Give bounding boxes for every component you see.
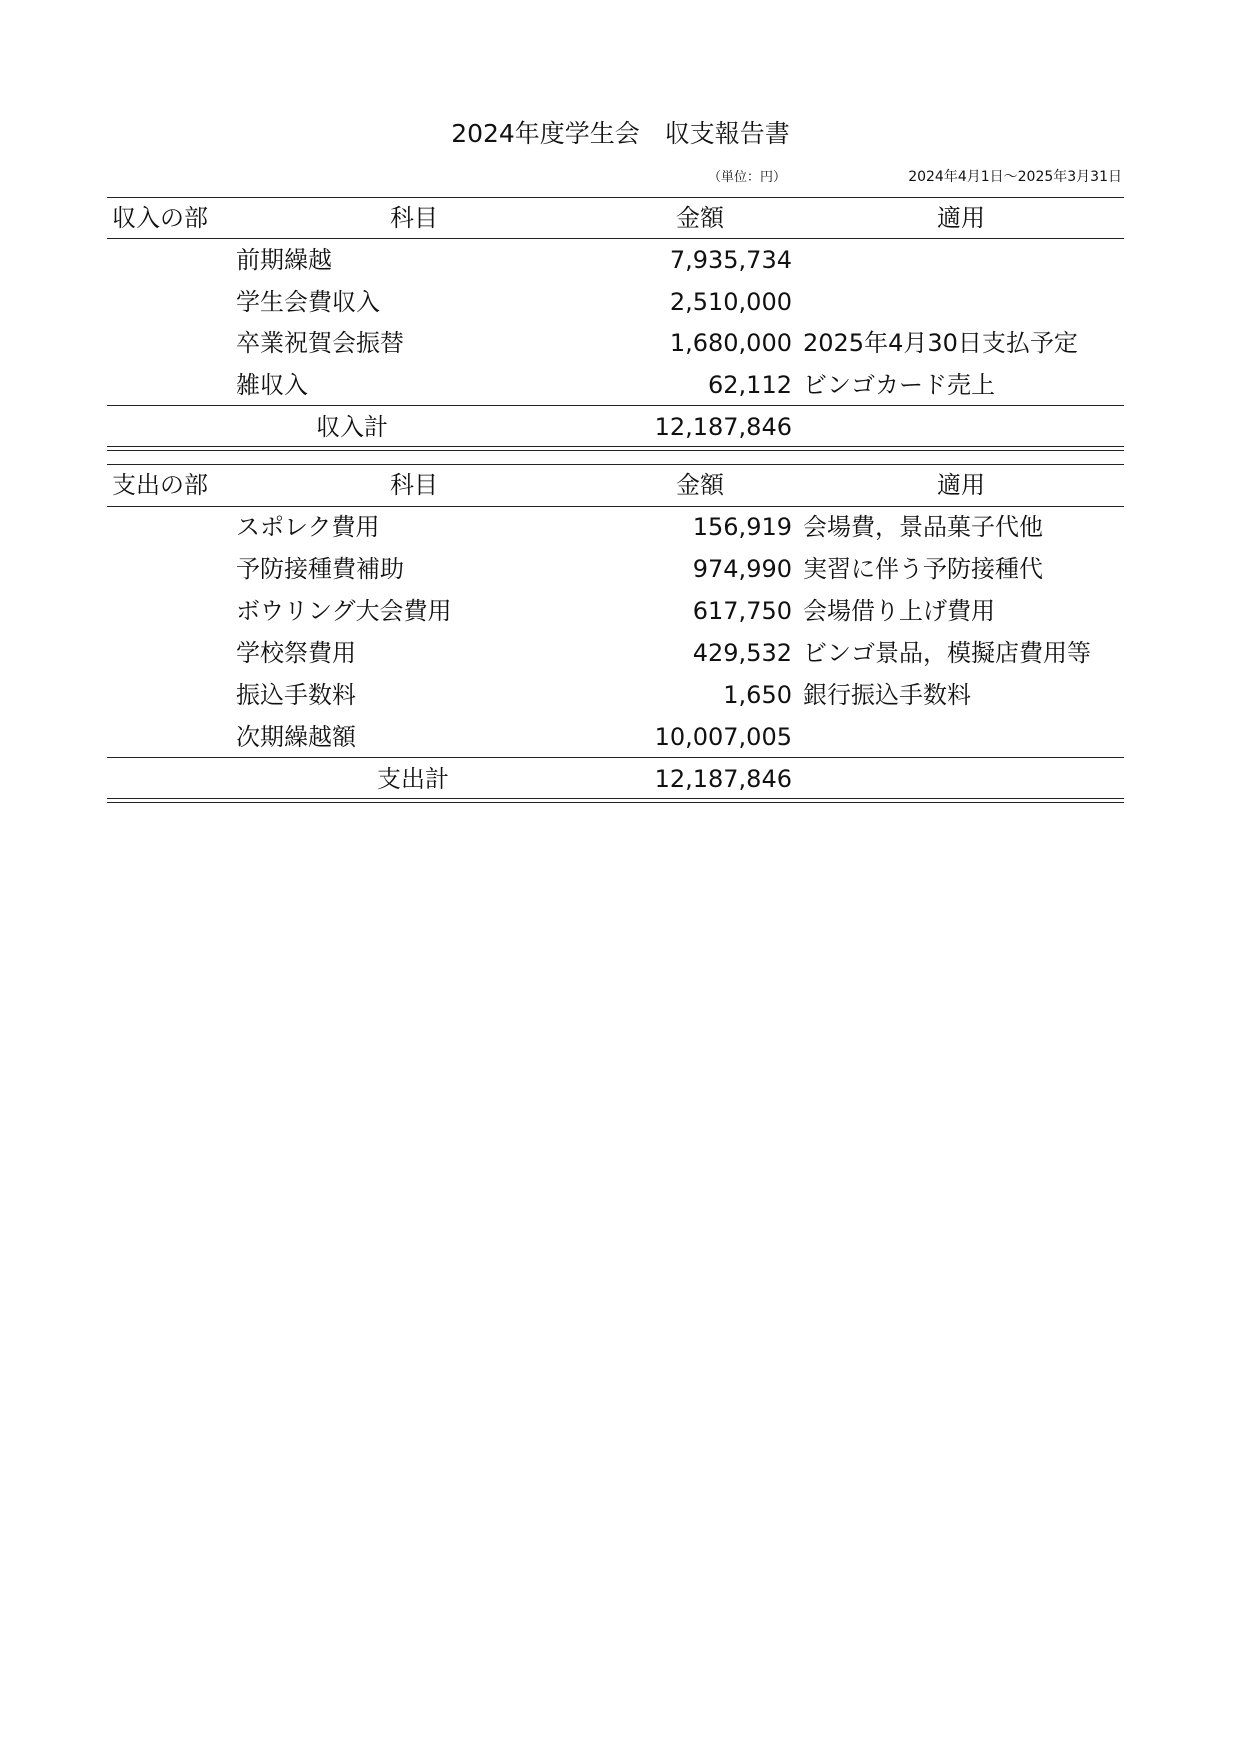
expense-row-item: 学校祭費用 [236,639,356,667]
income-header-rule [107,238,1124,239]
expense-total-rule [107,757,1124,758]
page-title: 2024年度学生会 収支報告書 [451,119,790,148]
expense-row-note: 銀行振込手数料 [803,681,971,709]
income-top-rule [107,197,1124,198]
expense-row-amount: 974,990 [692,555,792,583]
expense-row-amount: 10,007,005 [654,723,792,751]
expense-total-label: 支出計 [377,765,449,793]
income-row-note: ビンゴカード売上 [803,371,995,399]
expense-total-amount: 12,187,846 [654,765,792,793]
expense-row-note: 会場借り上げ費用 [803,597,995,625]
expense-row-item: 次期繰越額 [236,723,356,751]
expense-double-rule-bottom [107,802,1124,803]
income-row-item: 前期繰越 [236,246,332,274]
income-row-amount: 1,680,000 [669,329,792,357]
income-col-amount: 金額 [676,204,724,232]
expense-row-item: 振込手数料 [236,681,356,709]
income-double-rule-top [107,446,1124,447]
expense-row-item: ボウリング大会費用 [236,597,452,625]
expense-row-amount: 1,650 [723,681,792,709]
income-total-rule [107,405,1124,406]
income-row-amount: 2,510,000 [669,288,792,316]
income-total-label: 収入計 [316,413,388,441]
income-col-note: 適用 [937,204,985,232]
expense-row-amount: 156,919 [692,513,792,541]
expense-row-item: 予防接種費補助 [236,555,404,583]
expense-row-amount: 617,750 [692,597,792,625]
expense-row-note: ビンゴ景品，模擬店費用等 [803,639,1091,667]
expense-row-amount: 429,532 [692,639,792,667]
income-row-note: 2025年4月30日支払予定 [803,329,1078,357]
expense-row-note: 実習に伴う予防接種代 [803,555,1043,583]
expense-col-note: 適用 [937,471,985,499]
expense-section-label: 支出の部 [112,471,208,499]
income-row-item: 学生会費収入 [236,288,380,316]
expense-row-note: 会場費，景品菓子代他 [803,513,1043,541]
expense-top-rule [107,464,1124,465]
income-row-item: 卒業祝賀会振替 [236,329,404,357]
income-section-label: 収入の部 [112,204,208,232]
expense-row-item: スポレク費用 [236,513,380,541]
income-row-item: 雑収入 [236,371,308,399]
expense-double-rule-top [107,798,1124,799]
income-total-amount: 12,187,846 [654,413,792,441]
expense-header-rule [107,506,1124,507]
expense-col-amount: 金額 [676,471,724,499]
income-double-rule-bottom [107,450,1124,451]
period-label: 2024年4月1日～2025年3月31日 [908,169,1122,185]
income-row-amount: 62,112 [708,371,792,399]
income-row-amount: 7,935,734 [669,246,792,274]
unit-label: （単位：円） [708,170,787,185]
